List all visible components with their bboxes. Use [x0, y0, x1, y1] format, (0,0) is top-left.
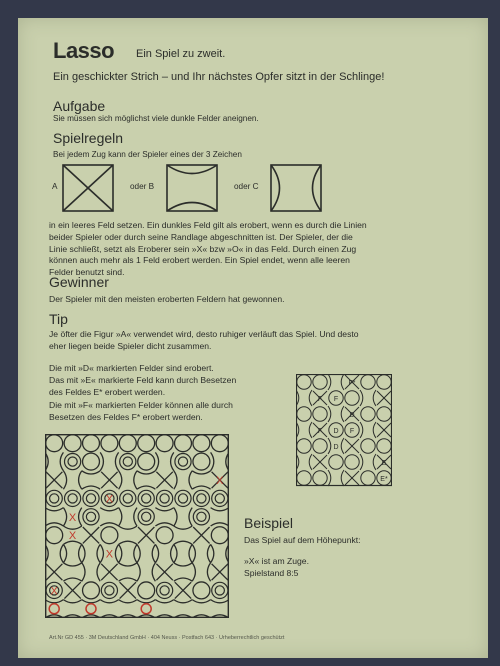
- large-example-board: [45, 434, 229, 618]
- cell-arc: [82, 544, 85, 562]
- cell-arc: [97, 544, 100, 562]
- captured-marker: [141, 604, 151, 614]
- cell-circle: [138, 453, 155, 470]
- cell-arc: [189, 508, 192, 526]
- cell-circle: [138, 582, 155, 599]
- spielregeln-heading: Spielregeln: [53, 130, 124, 146]
- cell-circle: [215, 586, 224, 595]
- cell-arc: [100, 544, 103, 562]
- cell-arc: [119, 563, 137, 566]
- cell-arc: [137, 471, 155, 474]
- cell-circle: [83, 435, 100, 452]
- cell-arc: [60, 544, 63, 562]
- captured-marker: [49, 604, 59, 614]
- cell-circle: [101, 435, 118, 452]
- gewinner-heading: Gewinner: [49, 274, 109, 290]
- cell-arc: [63, 578, 81, 581]
- cell-label: F: [317, 396, 323, 403]
- cell-arc: [63, 544, 66, 562]
- cell-circle: [138, 490, 154, 506]
- cell-arc: [134, 508, 137, 526]
- cell-arc: [45, 508, 63, 511]
- cell-circle: [175, 490, 191, 506]
- cell-arc: [137, 563, 140, 581]
- rules-line: beider Spieler oder durch seine Randlage abgeschnitten ist. Der Spieler, der die: [49, 231, 353, 242]
- cell-arc: [341, 470, 344, 486]
- cell-circle: [377, 375, 391, 389]
- cell-label: D: [333, 444, 339, 451]
- cell-arc: [207, 544, 210, 562]
- cell-arc: [82, 600, 100, 603]
- cell-arc: [211, 452, 214, 470]
- cell-circle: [156, 527, 173, 544]
- cell-arc: [328, 438, 331, 454]
- symbol-c-label: oder C: [234, 182, 259, 191]
- cell-arc: [100, 600, 118, 603]
- cell-circle: [211, 527, 228, 544]
- cell-circle: [50, 494, 59, 503]
- cell-arc: [119, 471, 122, 489]
- cell-circle: [313, 375, 327, 389]
- footer-imprint: Art.Nr GD 455 · 3M Deutschland GmbH · 404 Neuss · Postfach 643 · Urheberrechtlich geschützt: [49, 635, 285, 641]
- cell-circle: [68, 494, 77, 503]
- rules-line: in ein leeres Feld setzen. Ein dunkles Feld gilt als erobert, wenn es durch die Linien: [49, 220, 367, 230]
- cell-arc: [174, 471, 177, 489]
- cell-circle: [68, 457, 77, 466]
- cell-arc: [134, 471, 137, 489]
- beispiel-subtitle: Das Spiel auf dem Höhepunkt:: [244, 535, 361, 545]
- cell-arc: [100, 452, 103, 470]
- cell-arc: [174, 544, 177, 562]
- cell-arc: [45, 600, 63, 603]
- cell-arc: [60, 452, 63, 470]
- cell-arc: [189, 544, 192, 562]
- cell-arc: [155, 452, 158, 470]
- cell-circle: [46, 435, 63, 452]
- cell-arc: [79, 544, 82, 562]
- tip-heading: Tip: [49, 311, 68, 327]
- cell-arc: [119, 600, 137, 603]
- cell-circle: [64, 435, 81, 452]
- cell-circle: [83, 453, 100, 470]
- cell-circle: [297, 375, 311, 389]
- cell-circle: [361, 439, 375, 453]
- note-line: des Feldes E* erobert werden.: [49, 386, 166, 397]
- cell-circle: [46, 527, 63, 544]
- cell-circle: [142, 494, 151, 503]
- cell-circle: [86, 494, 95, 503]
- cell-label: E*: [380, 476, 388, 483]
- cell-arc: [152, 544, 155, 562]
- cell-circle: [178, 457, 187, 466]
- aufgabe-text: Sie müssen sich möglichst viele dunkle Felder aneignen.: [53, 114, 259, 123]
- beispiel-heading: Beispiel: [244, 515, 294, 531]
- cell-arc: [360, 454, 363, 470]
- symbol-a-icon: [62, 164, 114, 212]
- cell-circle: [156, 435, 173, 452]
- cell-circle: [361, 471, 375, 485]
- cell-circle: [345, 391, 359, 405]
- captured-marker: X: [50, 585, 58, 598]
- cell-circle: [120, 454, 136, 470]
- cell-circle: [160, 586, 169, 595]
- cell-arc: [174, 541, 192, 544]
- note-line: Das mit »E« markierte Feld kann durch Besetzen: [49, 374, 237, 385]
- cell-circle: [142, 512, 151, 521]
- cell-arc: [82, 471, 100, 474]
- cell-circle: [197, 494, 206, 503]
- symbol-a-label: A: [52, 182, 58, 191]
- rules-line: Linie schließt, setzt als Eroberer sein »X« bzw »O« in das Feld. Durch einen Zug: [49, 243, 357, 254]
- cell-arc: [100, 523, 118, 526]
- cell-arc: [328, 406, 331, 422]
- game-rules-sheet: [18, 18, 488, 658]
- cell-label: E: [381, 460, 387, 467]
- cell-circle: [193, 582, 210, 599]
- tagline: Ein geschickter Strich – und Ihr nächstes Opfer sitzt in der Schlinge!: [53, 71, 385, 83]
- captured-marker: X: [105, 493, 114, 506]
- cell-arc: [341, 374, 344, 390]
- captured-marker: [86, 604, 96, 614]
- cell-arc: [192, 486, 210, 489]
- cell-label: D: [349, 412, 355, 419]
- cell-circle: [157, 490, 173, 506]
- cell-circle: [105, 586, 114, 595]
- gewinner-text: Der Spieler mit den meisten eroberten Feldern hat gewonnen.: [49, 294, 285, 304]
- cell-arc: [63, 508, 66, 526]
- cell-arc: [137, 600, 155, 603]
- note-line: Besetzen des Feldes F* erobert werden.: [49, 411, 203, 422]
- cell-arc: [137, 486, 155, 489]
- page-subtitle: Ein Spiel zu zweit.: [136, 48, 226, 60]
- captured-marker: X: [105, 548, 114, 561]
- cell-circle: [361, 375, 375, 389]
- cell-circle: [178, 494, 187, 503]
- cell-circle: [65, 490, 81, 506]
- cell-arc: [119, 578, 137, 581]
- cell-arc: [211, 508, 229, 511]
- captured-marker: X: [216, 475, 224, 487]
- cell-circle: [86, 512, 95, 521]
- spielregeln-text: [49, 220, 479, 279]
- cell-arc: [174, 563, 192, 566]
- cell-arc: [119, 526, 137, 529]
- cell-circle: [157, 582, 173, 598]
- cell-circle: [297, 407, 311, 421]
- cell-circle: [193, 490, 209, 506]
- cell-label: F: [317, 428, 323, 435]
- cell-circle: [212, 582, 228, 598]
- cell-arc: [328, 374, 331, 390]
- cell-arc: [174, 526, 192, 529]
- cell-circle: [65, 454, 81, 470]
- cell-circle: [175, 435, 192, 452]
- rules-line: können auch mehr als 1 Feld erobert werden. Ein Spiel endet, wenn alle leeren: [49, 255, 350, 266]
- cell-arc: [63, 526, 81, 529]
- captured-marker: X: [68, 530, 77, 543]
- cell-arc: [360, 422, 363, 438]
- cell-arc: [192, 563, 195, 581]
- cell-circle: [193, 435, 210, 452]
- example-notes-f: [49, 400, 309, 424]
- cell-arc: [155, 508, 173, 511]
- cell-arc: [360, 390, 363, 406]
- cell-arc: [373, 390, 376, 406]
- symbol-c-icon: [270, 164, 322, 212]
- example-notes-d: [49, 363, 309, 398]
- cell-arc: [119, 541, 137, 544]
- cell-arc: [211, 523, 229, 526]
- cell-arc: [328, 470, 331, 486]
- cell-arc: [134, 544, 137, 562]
- cell-arc: [174, 600, 192, 603]
- tip-text: [49, 329, 479, 353]
- cell-circle: [212, 490, 228, 506]
- cell-arc: [79, 508, 82, 526]
- cell-circle: [211, 435, 228, 452]
- cell-circle: [46, 490, 62, 506]
- beispiel-line1: »X« ist am Zuge.: [244, 556, 309, 566]
- cell-arc: [119, 544, 122, 562]
- cell-arc: [152, 563, 155, 581]
- cell-arc: [63, 600, 81, 603]
- cell-arc: [119, 508, 122, 526]
- small-example-board: [296, 374, 392, 490]
- cell-label: F: [349, 428, 355, 435]
- cell-arc: [115, 544, 118, 562]
- cell-circle: [313, 471, 327, 485]
- cell-arc: [341, 438, 344, 454]
- captured-marker: X: [68, 511, 77, 524]
- cell-arc: [82, 563, 85, 581]
- cell-circle: [313, 407, 327, 421]
- cell-arc: [100, 508, 118, 511]
- cell-circle: [329, 455, 343, 469]
- note-line: Die mit »F« markierten Felder können alle durch: [49, 400, 233, 410]
- tip-line: Je öfter die Figur »A« verwendet wird, desto ruhiger verläuft das Spiel. Und desto: [49, 329, 359, 339]
- cell-arc: [192, 600, 210, 603]
- cell-circle: [377, 439, 391, 453]
- cell-circle: [138, 435, 155, 452]
- cell-circle: [83, 509, 99, 525]
- cell-circle: [377, 407, 391, 421]
- cell-arc: [373, 454, 376, 470]
- cell-arc: [63, 563, 81, 566]
- cell-circle: [120, 490, 136, 506]
- cell-circle: [345, 455, 359, 469]
- cell-arc: [189, 471, 192, 489]
- cell-arc: [174, 508, 177, 526]
- cell-arc: [155, 544, 158, 562]
- cell-circle: [215, 494, 224, 503]
- tip-line: eher liegen beide Spieler dicht zusammen.: [49, 340, 212, 351]
- cell-arc: [137, 544, 140, 562]
- cell-label: D: [333, 428, 339, 435]
- cell-arc: [211, 600, 229, 603]
- cell-arc: [341, 406, 344, 422]
- cell-arc: [309, 390, 312, 406]
- page-title: Lasso: [53, 38, 115, 63]
- symbol-b-label: oder B: [130, 182, 155, 191]
- cell-arc: [171, 452, 174, 470]
- cell-circle: [197, 512, 206, 521]
- cell-circle: [123, 457, 132, 466]
- cell-arc: [192, 471, 210, 474]
- cell-arc: [155, 523, 173, 526]
- cell-circle: [101, 527, 118, 544]
- symbol-b-icon: [166, 164, 218, 212]
- aufgabe-heading: Aufgabe: [53, 98, 106, 114]
- cell-circle: [175, 454, 191, 470]
- cell-circle: [119, 435, 136, 452]
- cell-circle: [83, 490, 99, 506]
- cell-arc: [115, 452, 118, 470]
- cell-circle: [193, 453, 210, 470]
- beispiel-score: Spielstand 8:5: [244, 568, 299, 578]
- cell-arc: [45, 523, 63, 526]
- cell-circle: [313, 439, 327, 453]
- cell-circle: [101, 582, 117, 598]
- cell-arc: [171, 544, 174, 562]
- cell-arc: [97, 563, 100, 581]
- spielregeln-intro: Bei jedem Zug kann der Spieler eines der 3 Zeichen: [53, 150, 242, 159]
- cell-arc: [211, 544, 214, 562]
- cell-arc: [79, 471, 82, 489]
- cell-circle: [193, 509, 209, 525]
- cell-arc: [192, 544, 195, 562]
- cell-circle: [160, 494, 169, 503]
- note-line: Die mit »D« markierten Felder sind erobert.: [49, 363, 214, 373]
- cell-arc: [174, 578, 192, 581]
- cell-arc: [373, 422, 376, 438]
- cell-arc: [309, 422, 312, 438]
- cell-circle: [123, 494, 132, 503]
- cell-arc: [155, 600, 173, 603]
- cell-circle: [297, 439, 311, 453]
- cell-arc: [82, 486, 100, 489]
- cell-arc: [309, 454, 312, 470]
- cell-circle: [138, 509, 154, 525]
- cell-circle: [83, 582, 100, 599]
- cell-arc: [207, 563, 210, 581]
- cell-label: F: [333, 396, 339, 403]
- rules-line: Felder benutzt sind.: [49, 267, 125, 278]
- cell-circle: [361, 407, 375, 421]
- cell-arc: [63, 471, 66, 489]
- cell-label: F*: [348, 380, 356, 387]
- cell-circle: [297, 471, 311, 485]
